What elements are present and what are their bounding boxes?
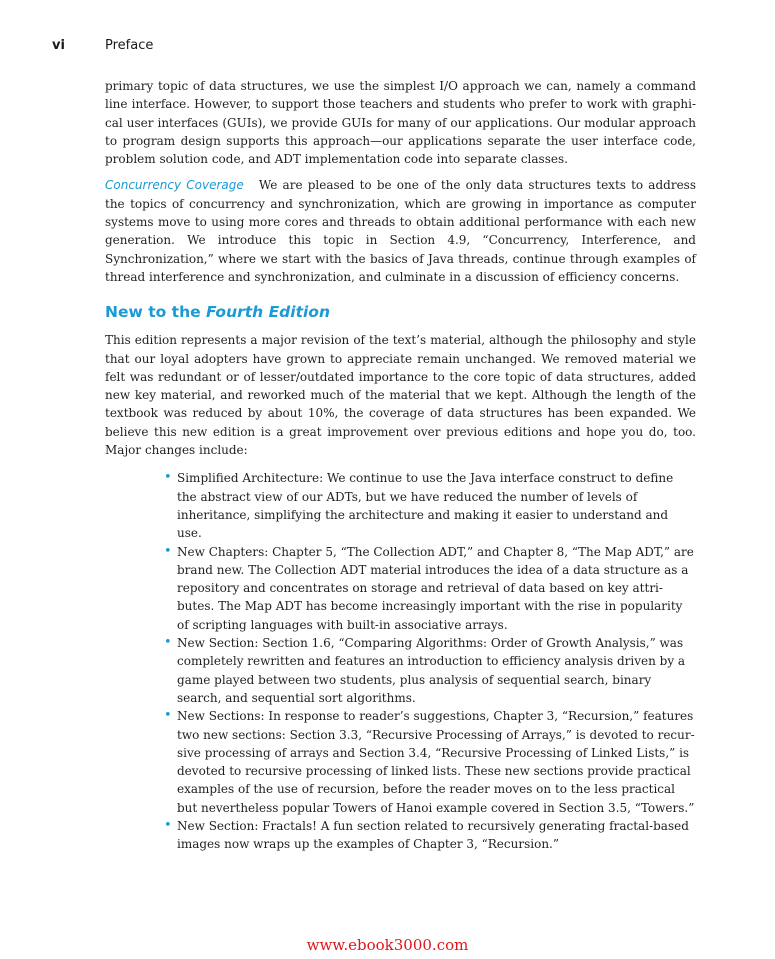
- concurrency-text: We are pleased to be one of the only data structures texts to address the topics of concurrency and synchronization, which are growing in importance as computer systems move to using more cores and threads to obtain additional performance with each new generation. We introduce this topic in Section 4.9, “Concurrency, Interference, and Synchronization,” where we start with the basics of Java threads, continue through examples of thread interference and synchronization, and culminate in a discussion of efficiency concerns.: [105, 178, 696, 284]
- page-number: vi: [52, 38, 65, 53]
- list-item: [164, 634, 696, 707]
- bullet-icon: •: [164, 543, 172, 559]
- list-item-text: New Chapters: Chapter 5, “The Collection ADT,” and Chapter 8, “The Map ADT,” are brand new. The Collection ADT material introduces the idea of a data structure as a repository and concentrates on storage and retrieval of data based on key attri-butes. The Map ADT has become increasingly important with the rise in popularity of scripting languages with built-in associative arrays.: [177, 544, 694, 632]
- bullet-icon: •: [164, 470, 172, 486]
- page-body: [105, 77, 696, 854]
- running-title: Preface: [105, 38, 154, 53]
- list-item-text: New Section: Section 1.6, “Comparing Algorithms: Order of Growth Analysis,” was completely rewritten and features an introduction to efficiency analysis driven by a game played between two students, plus analysis of sequential search, binary search, and sequential sort algorithms.: [177, 636, 686, 705]
- section-heading: [105, 302, 696, 322]
- watermark-link[interactable]: www.ebook3000.com: [306, 936, 469, 954]
- intro-paragraph: primary topic of data structures, we use the simplest I/O approach we can, namely a command line interface. However, to support those teachers and students who prefer to work with graphi-cal user interfaces (GUIs), we provide GUIs for many of our applications. Our modular approach to program design supports this approach—our applications separate the user interface code, problem solution code, and ADT implementation code into separate classes.: [105, 79, 696, 167]
- section-heading-emphasis: Fourth Edition: [206, 303, 330, 322]
- list-item: [164, 469, 696, 542]
- concurrency-heading: Concurrency Coverage: [105, 178, 244, 193]
- list-item: [164, 707, 696, 817]
- bullet-icon: •: [164, 635, 172, 651]
- running-head: [52, 38, 154, 53]
- bullet-icon: •: [164, 817, 172, 833]
- list-item: [164, 817, 696, 854]
- section-paragraph: This edition represents a major revision of the text’s material, although the philosophy and style that our loyal adopters have grown to appreciate remain unchanged. We removed material we felt was redundant or of lesser/outdated importance to the core topic of data structures, added new key material, and reworked much of the material that we kept. Although the length of the textbook was reduced by about 10%, the coverage of data structures has been expanded. We believe this new edition is a great improvement over previous editions and hope you do, too. Major changes include:: [105, 333, 696, 458]
- list-item-text: New Section: Fractals! A fun section related to recursively generating fractal-based images now wraps up the examples of Chapter 3, “Recursion.”: [177, 818, 689, 852]
- list-item-text: New Sections: In response to reader’s suggestions, Chapter 3, “Recursion,” features two new sections: Section 3.3, “Recursive Processing of Arrays,” is devoted to recur-sive processing of arrays and Section 3.4, “Recursive Processing of Linked Lists,” is devoted to recursive processing of linked lists. These new sections provide practical examples of the use of recursion, before the reader moves on to the less practical but nevertheless popular Towers of Hanoi example covered in Section 3.5, “Towers.”: [177, 709, 695, 815]
- changes-list: [105, 469, 696, 853]
- list-item-text: Simplified Architecture: We continue to use the Java interface construct to define the abstract view of our ADTs, but we have reduced the number of levels of inheritance, simplifying the architecture and making it easier to understand and use.: [177, 471, 674, 541]
- bullet-icon: •: [164, 708, 172, 724]
- concurrency-paragraph: [105, 176, 696, 286]
- section-heading-prefix: New to the: [105, 303, 201, 322]
- list-item: [164, 543, 696, 634]
